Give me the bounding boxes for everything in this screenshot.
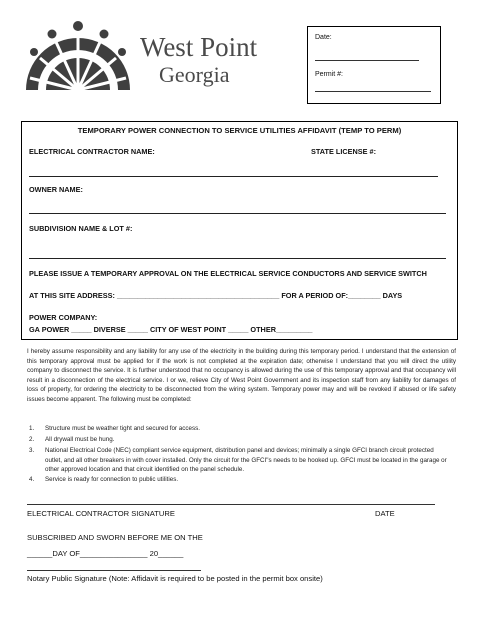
contractor-name-field[interactable] <box>29 176 438 177</box>
sworn-statement: SUBSCRIBED AND SWORN BEFORE ME ON THE <box>27 533 203 542</box>
logo-subtitle: Georgia <box>159 62 230 87</box>
owner-name-field[interactable] <box>29 213 446 214</box>
list-item-text: National Electrical Code (NEC) compliant service equipment, distribution panel and devices; minimally a single GFCI branch circuit protected outlet, and all other breakers in with cover installed. Only the circuit for the GFCI"s needs to be hooked up. GFCI must be located in the garage or other approved location and that circuit identified on the panel schedule. <box>45 447 447 473</box>
site-address-line[interactable]: AT THIS SITE ADDRESS: ________________________________________ FOR A PERIOD OF:________ DAYS <box>29 291 403 300</box>
permit-info-box <box>307 26 441 104</box>
permit-number-label: Permit #: <box>315 71 344 78</box>
contractor-signature-label: ELECTRICAL CONTRACTOR SIGNATURE <box>27 509 175 518</box>
owner-name-label: OWNER NAME: <box>29 185 83 194</box>
date-field[interactable] <box>315 60 419 61</box>
contractor-signature-field[interactable] <box>27 504 435 505</box>
list-item-text: Service is ready for connection to public utilities. <box>45 476 179 483</box>
subdivision-field[interactable] <box>29 258 446 259</box>
date-label: Date: <box>315 34 332 41</box>
list-item-number: 4. <box>29 476 35 483</box>
sunburst-people-icon <box>22 20 134 92</box>
list-item-text: Structure must be weather tight and secured for access. <box>45 425 200 432</box>
affidavit-form <box>21 121 458 340</box>
affidavit-title: TEMPORARY POWER CONNECTION TO SERVICE UTILITIES AFFIDAVIT (TEMP TO PERM) <box>77 126 402 135</box>
list-item-text: All drywall must be hung. <box>45 436 115 443</box>
notary-signature-label: Notary Public Signature (Note: Affidavit is required to be posted in the permit box onsite) <box>27 574 323 583</box>
power-company-label: POWER COMPANY: <box>29 313 98 322</box>
list-item-number: 3. <box>29 447 35 454</box>
contractor-name-label: ELECTRICAL CONTRACTOR NAME: <box>29 147 155 156</box>
signature-date-label: DATE <box>375 509 395 518</box>
logo-title: West Point <box>140 32 258 62</box>
permit-number-field[interactable] <box>315 91 431 92</box>
liability-statement: I hereby assume responsibility and any liability for any use of the electricity in the building during this temporary period. I understand that the extension of this temporary approval must be applied for if the work is not completed at the expiration date; otherwise I understand that you will direct the utility company to disconnect the service. It is further understood that no occupancy is allowed during the use of this temporary approval and that occupancy will result in a disconnection of the electrical service. I or we, relieve City of West Point Government and its inspection staff from any liability for damages of loss of property, for ordering the electricity to be disconnected from the wiring system. Temporary power may and will be revoked if abused or life safety issues become apparent. The following must be completed: <box>27 348 456 403</box>
state-license-label: STATE LICENSE #: <box>311 147 377 156</box>
approval-statement: PLEASE ISSUE A TEMPORARY APPROVAL ON THE ELECTRICAL SERVICE CONDUCTORS AND SERVICE SWITCH <box>29 269 427 278</box>
west-point-logo <box>22 20 262 92</box>
list-item-number: 1. <box>29 425 35 432</box>
power-company-options[interactable]: GA POWER _____ DIVERSE _____ CITY OF WEST POINT _____ OTHER_________ <box>29 325 313 334</box>
list-item-number: 2. <box>29 436 35 443</box>
sworn-day-line[interactable]: ______DAY OF________________ 20______ <box>27 549 184 558</box>
subdivision-label: SUBDIVISION NAME & LOT #: <box>29 224 133 233</box>
notary-signature-field[interactable] <box>27 570 201 571</box>
